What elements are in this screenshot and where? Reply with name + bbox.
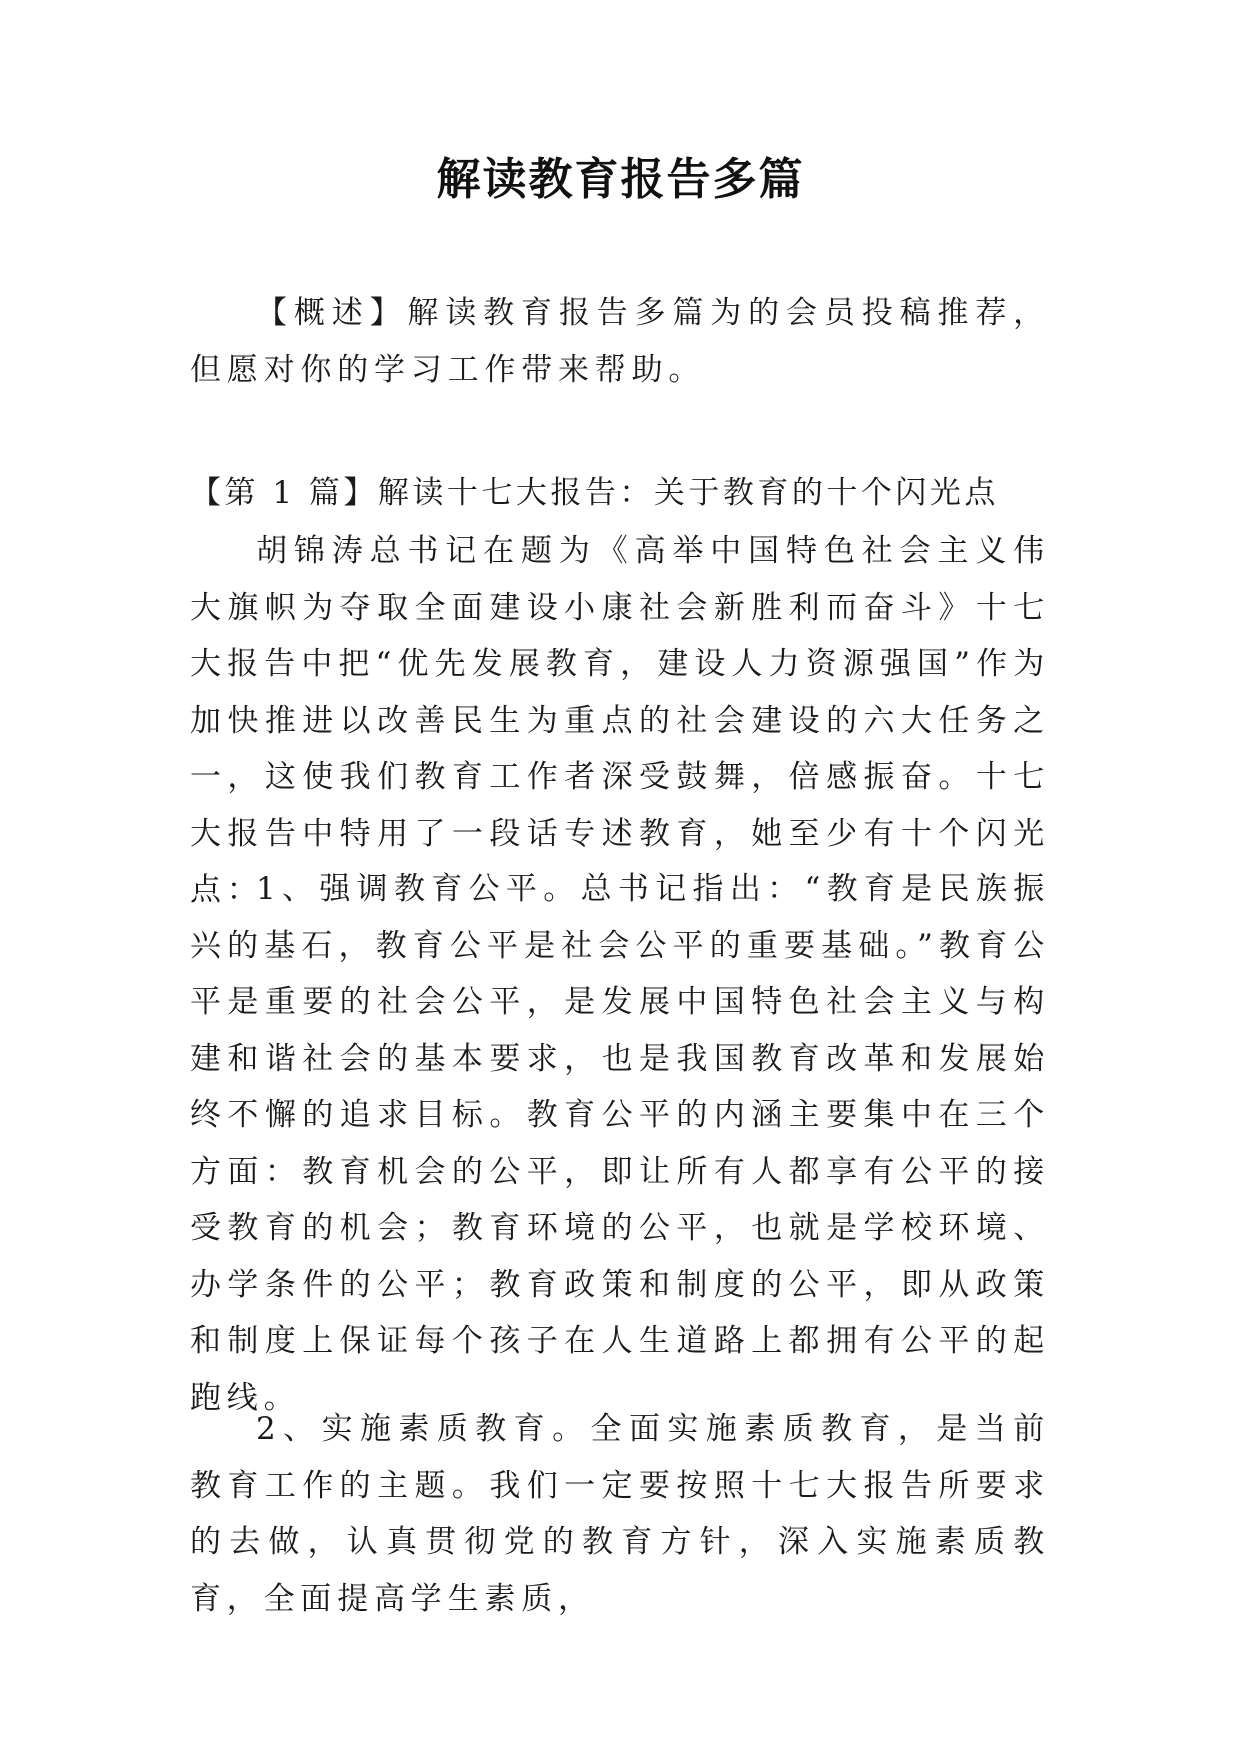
body-paragraph-point-2: 2、实施素质教育。全面实施素质教育，是当前教育工作的主题。我们一定要按照十七大报告所要求的去做，认真贯彻党的教育方针，深入实施素质教育，全面提高学生素质， xyxy=(190,1411,1050,1617)
section-heading: 【第 1 篇】解读十七大报告：关于教育的十个闪光点 xyxy=(190,475,999,511)
body-paragraph-intro: 胡锦涛总书记在题为《高举中国特色社会主义伟大旗帜为夺取全面建设小康社会新胜利而奋斗》十七大报告中把“优先发展教育，建设人力资源强国”作为加快推进以改善民生为重点的社会建设的六大任务之一，这使我们教育工作者深受鼓舞，倍感振奋。十七大报告中特用了一段话专述教育，她至少有十个闪光点： xyxy=(190,533,1050,908)
document-title: 解读教育报告多篇 xyxy=(436,154,805,205)
body-paragraph-point-1: 1、强调教育公平。总书记指出：“教育是民族振兴的基石，教育公平是社会公平的重要基础。”教育公平是重要的社会公平，是发展中国特色社会主义与构建和谐社会的基本要求，也是我国教育改革和发展始终不懈的追求目标。教育公平的内涵主要集中在三个方面：教育机会的公平，即让所有人都享有公平的接受教育的机会；教育环境的公平，也就是学校环境、办学条件的公平；教育政策和制度的公平，即从政策和制度上保证每个孩子在人生道路上都拥有公平的起跑线。 xyxy=(190,871,1050,1416)
summary-paragraph: 【概述】解读教育报告多篇为的会员投稿推荐，但愿对你的学习工作带来帮助。 xyxy=(190,295,1050,388)
